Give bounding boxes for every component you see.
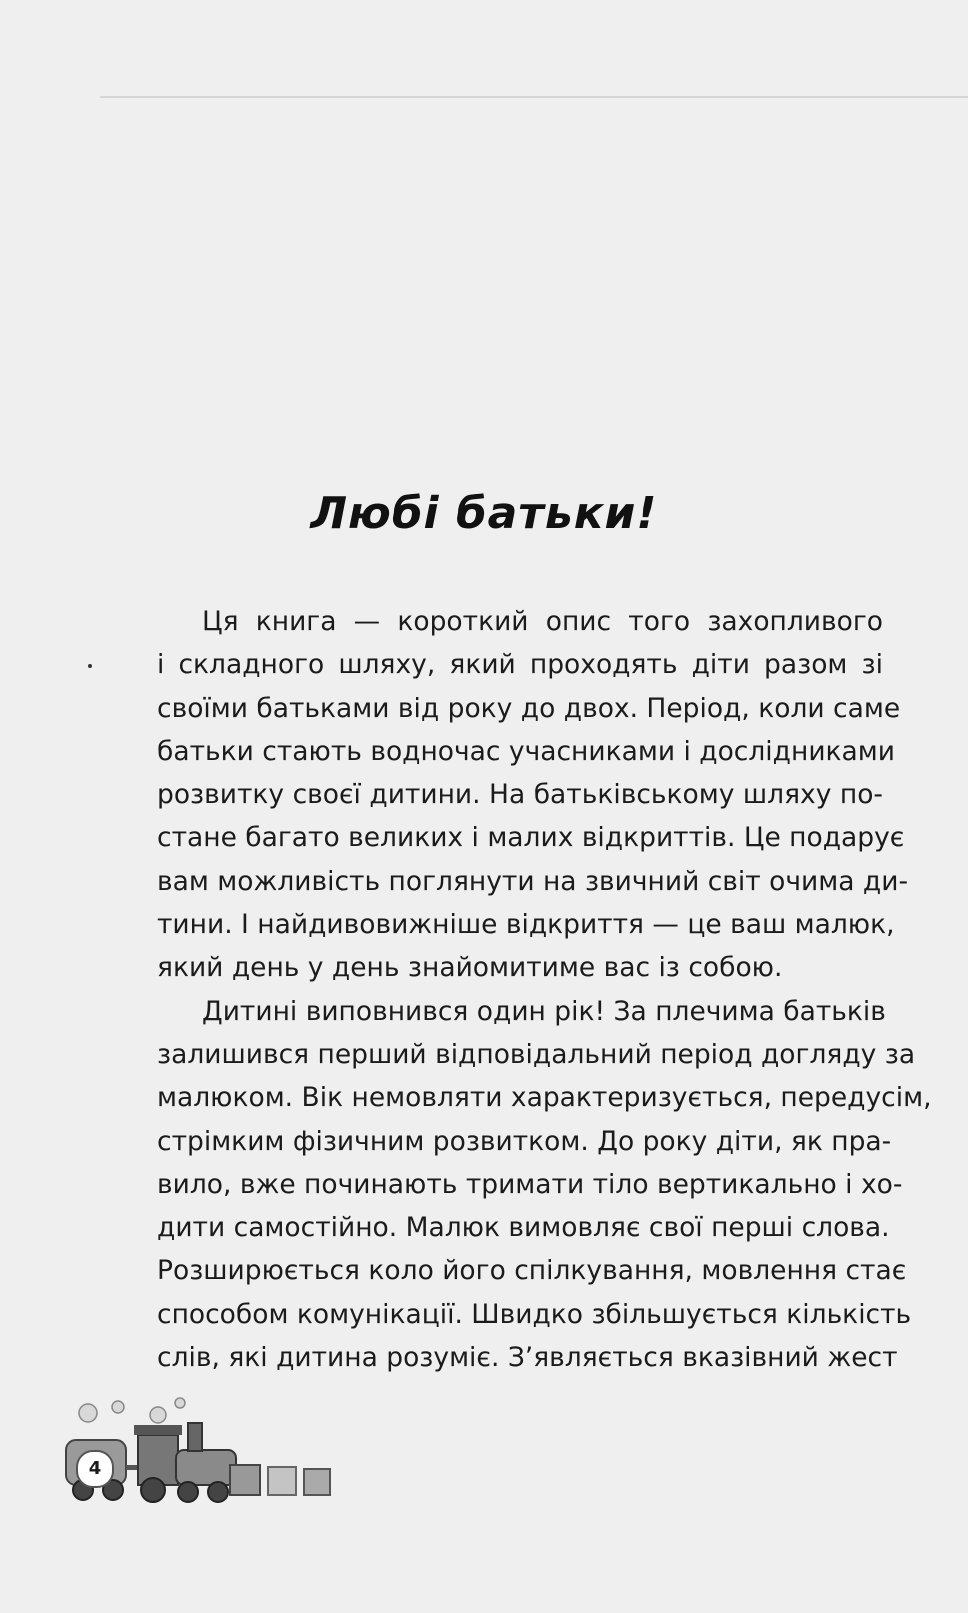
text-line: тини. І найдивовижніше відкриття — це ваш малюк, [157,909,895,941]
text-line: вило, вже починають тримати тіло вертикально і хо- [157,1168,903,1200]
text-line: стане багато великих і малих відкриттів. Це подарує [157,822,905,854]
text-line: батьки стають водночас учасниками і дослідниками [157,735,896,767]
paragraph-2 [157,990,932,1380]
bleed-through-rule [100,96,968,98]
text-line: Розширюється коло його спілкування, мовлення стає [157,1255,907,1287]
text-line: стрімким фізичним розвитком. До року діти, як пра- [157,1125,892,1157]
text-line: і складного шляху, який проходять діти разом зі [157,649,883,681]
page-number: 4 [76,1450,114,1488]
text-line: способом комунікації. Швидко збільшується кількість [157,1298,912,1330]
page-title: Любі батьки! [310,488,658,539]
text-line: вам можливість поглянути на звичний світ очима ди- [157,865,909,897]
text-line: який день у день знайомитиме вас із собою. [157,952,783,984]
text-line: своїми батьками від року до двох. Період, коли саме [157,692,901,724]
text-line: слів, які дитина розуміє. З’являється вказівний жест [157,1342,898,1374]
text-line: дити самостійно. Малюк вимовляє свої перші слова. [157,1212,890,1244]
body-text [157,600,932,1379]
text-line: Ця книга — короткий опис того захопливого [202,606,883,637]
text-line: залишився перший відповідальний період догляду за [157,1038,916,1070]
print-speck [88,664,92,668]
text-line: Дитині виповнився один рік! За плечима батьків [202,995,886,1027]
text-line: малюком. Вік немовляти характеризується, передусім, [157,1082,932,1114]
text-line: розвитку своєї дитини. На батьківському шляху по- [157,779,883,811]
paragraph-1 [157,600,909,990]
